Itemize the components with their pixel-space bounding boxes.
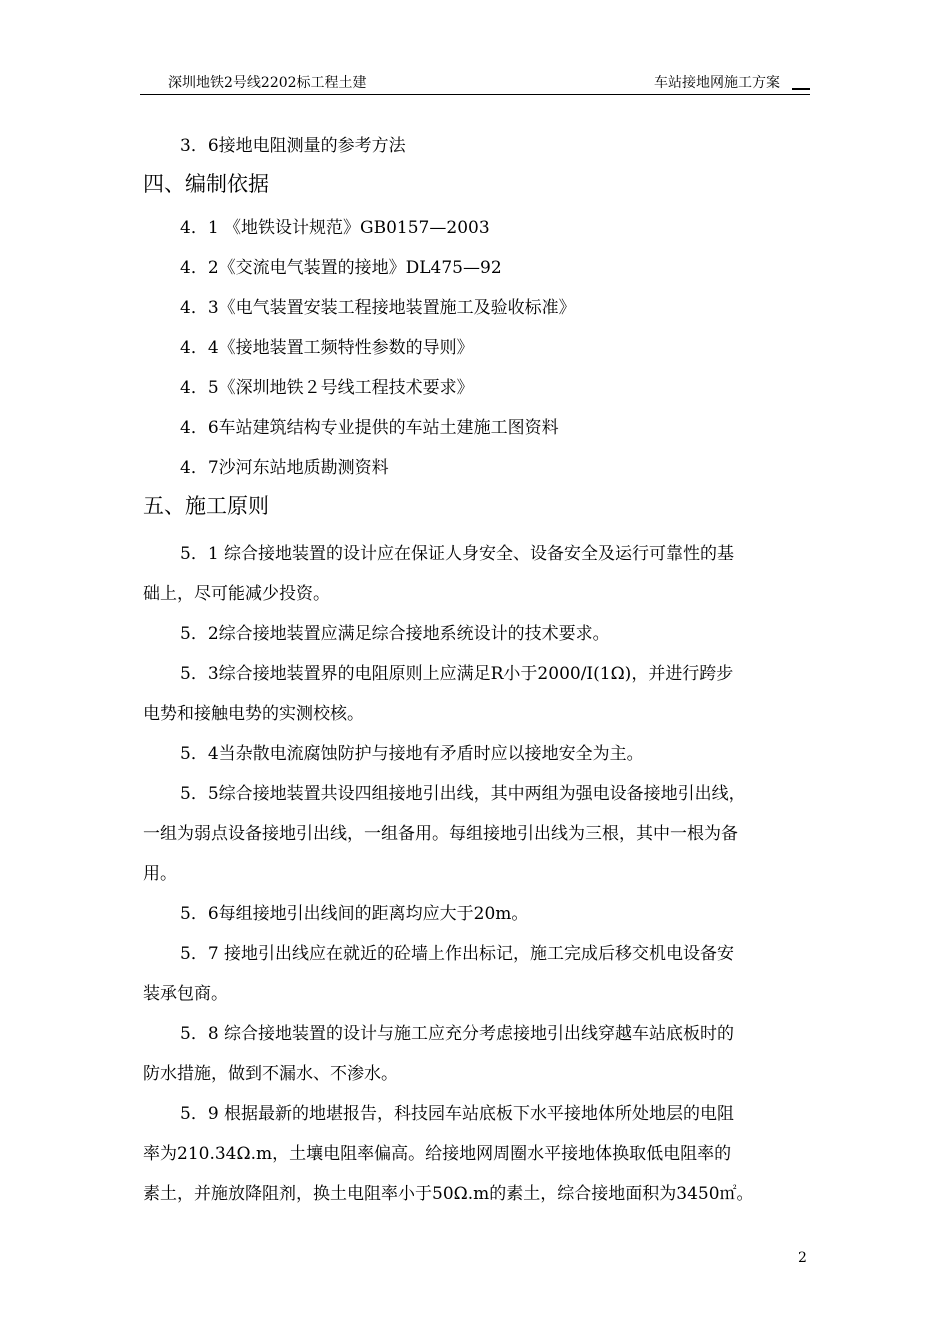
paragraph-line: 3．6接地电阻测量的参考方法 [180, 136, 406, 156]
paragraph-line: 5．8 综合接地装置的设计与施工应充分考虑接地引出线穿越车站底板时的 [180, 1024, 735, 1044]
paragraph-line: 防水措施，做到不漏水、不渗水。 [143, 1064, 398, 1084]
header-project-title: 深圳地铁2号线2202标工程土建 [168, 75, 367, 91]
paragraph-line: 础上，尽可能减少投资。 [143, 584, 330, 604]
reference-item: 4．6车站建筑结构专业提供的车站土建施工图资料 [180, 418, 559, 438]
paragraph-line: 一组为弱点设备接地引出线，一组备用。每组接地引出线为三根，其中一根为备 [143, 824, 738, 844]
paragraph-line: 5．2综合接地装置应满足综合接地系统设计的技术要求。 [180, 624, 610, 644]
reference-item: 4．7沙河东站地质勘测资料 [180, 458, 389, 478]
paragraph-line: 5．4当杂散电流腐蚀防护与接地有矛盾时应以接地安全为主。 [180, 744, 644, 764]
reference-item: 4．4《接地装置工频特性参数的导则》 [180, 338, 474, 358]
paragraph-line: 用。 [143, 864, 177, 884]
reference-item: 4．5《深圳地铁２号线工程技术要求》 [180, 378, 474, 398]
paragraph-line: 5．5综合接地装置共设四组接地引出线，其中两组为强电设备接地引出线， [180, 784, 746, 804]
paragraph-line: 装承包商。 [143, 984, 228, 1004]
page-header [140, 70, 810, 95]
paragraph-line: 5．6每组接地引出线间的距离均应大于20m。 [180, 904, 529, 924]
paragraph-line: 电势和接触电势的实测校核。 [143, 704, 364, 724]
paragraph-line: 5．7 接地引出线应在就近的砼墙上作出标记，施工完成后移交机电设备安 [180, 944, 735, 964]
reference-item: 4．3《电气装置安装工程接地装置施工及验收标准》 [180, 298, 576, 318]
paragraph-line: 率为210.34Ω.m，土壤电阻率偏高。给接地网周圈水平接地体换取低电阻率的 [143, 1144, 732, 1164]
section-heading-5: 五、施工原则 [143, 494, 269, 518]
reference-item: 4．2《交流电气装置的接地》DL475—92 [180, 258, 502, 278]
header-document-title: 车站接地网施工方案 [654, 75, 780, 91]
paragraph-line: 5．1 综合接地装置的设计应在保证人身安全、设备安全及运行可靠性的基 [180, 544, 735, 564]
paragraph-line: 素土，并施放降阻剂，换土电阻率小于50Ω.m的素土，综合接地面积为3450㎡。 [143, 1184, 754, 1204]
page-number: 2 [798, 1250, 807, 1266]
header-underline-mark [792, 88, 810, 90]
reference-item: 4．1 《地铁设计规范》GB0157—2003 [180, 218, 490, 238]
paragraph-line: 5．3综合接地装置界的电阻原则上应满足R小于2000/I(1Ω)，并进行跨步 [180, 664, 734, 684]
section-heading-4: 四、编制依据 [143, 172, 269, 196]
paragraph-line: 5．9 根据最新的地堪报告，科技园车站底板下水平接地体所处地层的电阻 [180, 1104, 735, 1124]
document-body [143, 126, 807, 1214]
